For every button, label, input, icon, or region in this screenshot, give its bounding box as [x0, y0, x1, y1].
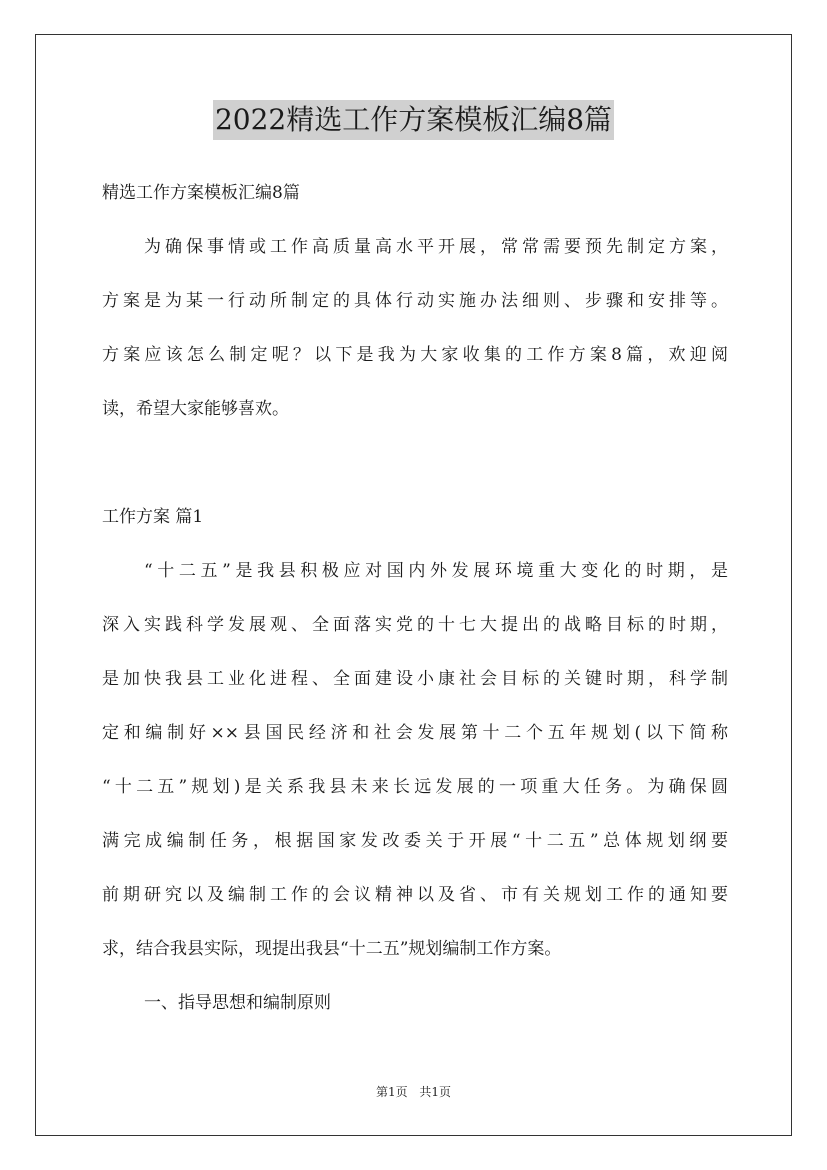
- body-line-3: 是加快我县工业化进程、全面建设小康社会目标的关键时期，科学制: [102, 669, 728, 689]
- section-heading: 工作方案 篇1: [102, 507, 204, 527]
- subtitle-line: 精选工作方案模板汇编8篇: [102, 183, 300, 203]
- document-body: [102, 172, 728, 1036]
- body-line-1: “十二五”是我县积极应对国内外发展环境重大变化的时期，是: [144, 561, 728, 581]
- page-total: 共1页: [419, 1085, 452, 1099]
- intro-line-1: 为确保事情或工作高质量高水平开展，常常需要预先制定方案，: [144, 237, 728, 257]
- intro-line-4: 读，希望大家能够喜欢。: [102, 399, 289, 419]
- subsection-heading: 一、指导思想和编制原则: [144, 993, 331, 1013]
- title-area: [0, 100, 827, 140]
- body-line-6: 满完成编制任务，根据国家发改委关于开展“十二五”总体规划纲要: [102, 831, 728, 851]
- body-line-2: 深入实践科学发展观、全面落实党的十七大提出的战略目标的时期，: [102, 615, 728, 635]
- page-number: 第1页: [375, 1085, 408, 1099]
- document-title: 2022精选工作方案模板汇编8篇: [213, 100, 614, 140]
- body-line-7: 前期研究以及编制工作的会议精神以及省、市有关规划工作的通知要: [102, 885, 728, 905]
- body-line-8: 求，结合我县实际，现提出我县“十二五”规划编制工作方案。: [102, 939, 562, 959]
- intro-line-2: 方案是为某一行动所制定的具体行动实施办法细则、步骤和安排等。: [102, 291, 728, 311]
- body-line-5: “十二五”规划)是关系我县未来长远发展的一项重大任务。为确保圆: [102, 777, 728, 797]
- page-footer: [0, 1083, 827, 1100]
- intro-line-3: 方案应该怎么制定呢？以下是我为大家收集的工作方案8篇，欢迎阅: [102, 345, 728, 365]
- body-line-4: 定和编制好××县国民经济和社会发展第十二个五年规划(以下简称: [102, 723, 728, 743]
- blank-gap: [102, 442, 728, 496]
